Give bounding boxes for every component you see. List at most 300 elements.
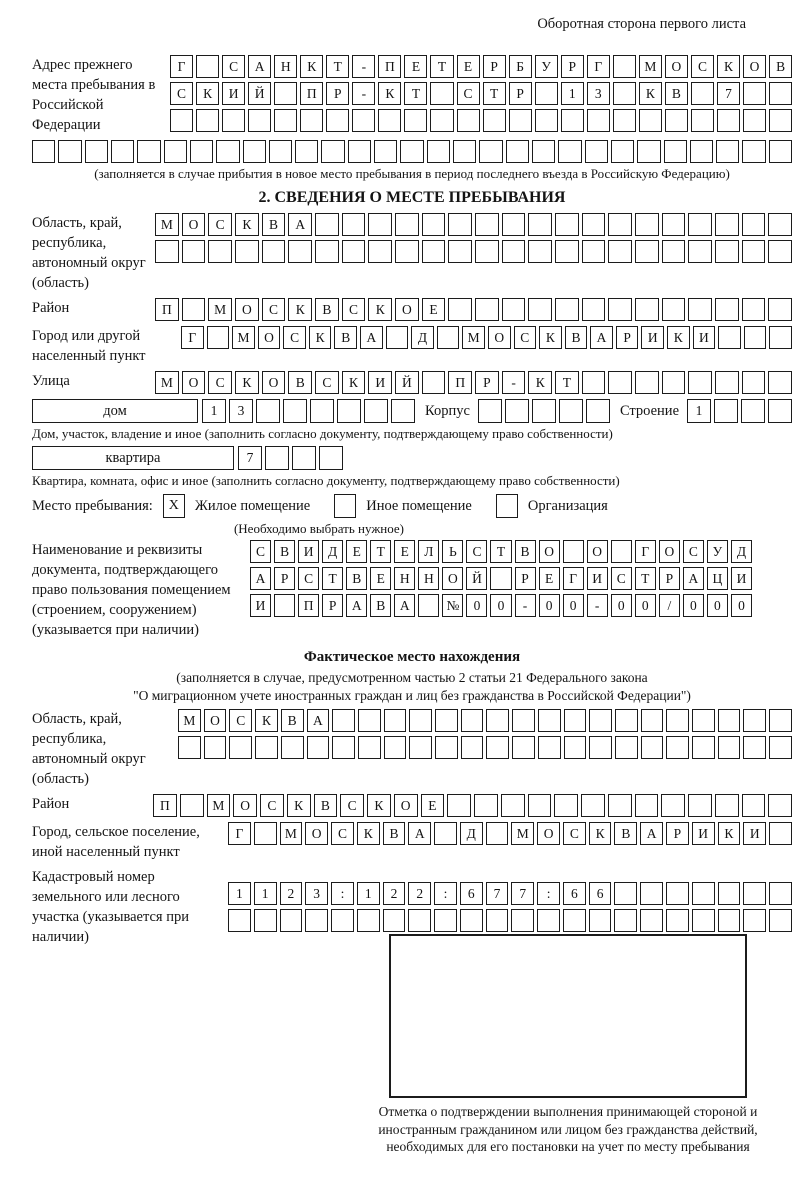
char-cell[interactable]: О xyxy=(394,794,418,817)
char-cell[interactable] xyxy=(461,709,484,732)
char-cell[interactable] xyxy=(321,140,344,163)
char-cell[interactable] xyxy=(368,213,392,236)
char-cell[interactable]: 0 xyxy=(490,594,511,617)
char-cell[interactable]: В xyxy=(370,594,391,617)
char-cell[interactable]: К xyxy=(378,82,401,105)
char-cell[interactable]: И xyxy=(743,822,766,845)
char-cell[interactable] xyxy=(665,109,688,132)
char-cell[interactable]: Л xyxy=(418,540,439,563)
char-cell[interactable]: Р xyxy=(475,371,499,394)
char-cell[interactable] xyxy=(395,213,419,236)
char-cell[interactable]: Т xyxy=(370,540,391,563)
char-cell[interactable]: О xyxy=(258,326,281,349)
char-cell[interactable] xyxy=(374,140,397,163)
char-cell[interactable] xyxy=(409,709,432,732)
char-cell[interactable] xyxy=(614,909,637,932)
char-cell[interactable]: О xyxy=(488,326,511,349)
char-cell[interactable]: И xyxy=(731,567,752,590)
char-cell[interactable] xyxy=(274,109,297,132)
char-cell[interactable]: К xyxy=(528,371,552,394)
char-cell[interactable] xyxy=(448,298,472,321)
char-cell[interactable]: О xyxy=(537,822,560,845)
char-cell[interactable]: А xyxy=(408,822,431,845)
char-cell[interactable] xyxy=(742,794,766,817)
char-cell[interactable]: Т xyxy=(404,82,427,105)
char-cell[interactable]: М xyxy=(639,55,662,78)
char-cell[interactable]: Д xyxy=(411,326,434,349)
char-cell[interactable]: Р xyxy=(483,55,506,78)
char-cell[interactable] xyxy=(688,371,712,394)
char-cell[interactable] xyxy=(528,298,552,321)
char-cell[interactable] xyxy=(769,326,792,349)
char-cell[interactable]: Н xyxy=(394,567,415,590)
char-cell[interactable]: - xyxy=(502,371,526,394)
char-cell[interactable]: С xyxy=(563,822,586,845)
char-cell[interactable] xyxy=(692,882,715,905)
char-cell[interactable] xyxy=(608,371,632,394)
char-cell[interactable] xyxy=(180,794,204,817)
char-cell[interactable] xyxy=(691,109,714,132)
char-cell[interactable] xyxy=(532,399,556,423)
char-cell[interactable] xyxy=(326,109,349,132)
char-cell[interactable] xyxy=(475,298,499,321)
char-cell[interactable] xyxy=(768,240,792,263)
char-cell[interactable]: О xyxy=(587,540,608,563)
char-cell[interactable] xyxy=(358,736,381,759)
char-cell[interactable] xyxy=(256,399,280,423)
char-cell[interactable] xyxy=(585,140,608,163)
char-cell[interactable] xyxy=(538,736,561,759)
char-cell[interactable] xyxy=(111,140,134,163)
char-cell[interactable]: С xyxy=(315,371,339,394)
char-cell[interactable]: 7 xyxy=(486,882,509,905)
char-cell[interactable] xyxy=(178,736,201,759)
char-cell[interactable] xyxy=(182,240,206,263)
char-cell[interactable] xyxy=(502,298,526,321)
char-cell[interactable]: 3 xyxy=(587,82,610,105)
char-cell[interactable]: В xyxy=(334,326,357,349)
char-cell[interactable] xyxy=(501,794,525,817)
char-cell[interactable]: Т xyxy=(635,567,656,590)
char-cell[interactable] xyxy=(608,794,632,817)
char-cell[interactable] xyxy=(457,109,480,132)
char-cell[interactable] xyxy=(581,794,605,817)
char-cell[interactable] xyxy=(613,55,636,78)
char-cell[interactable] xyxy=(430,82,453,105)
char-cell[interactable]: О xyxy=(743,55,766,78)
char-cell[interactable] xyxy=(589,709,612,732)
char-cell[interactable]: - xyxy=(352,82,375,105)
char-cell[interactable] xyxy=(741,399,765,423)
char-cell[interactable]: О xyxy=(262,371,286,394)
char-cell[interactable] xyxy=(692,736,715,759)
char-cell[interactable]: 2 xyxy=(280,882,303,905)
char-cell[interactable]: С xyxy=(222,55,245,78)
char-cell[interactable] xyxy=(662,371,686,394)
char-cell[interactable] xyxy=(332,736,355,759)
char-cell[interactable]: А xyxy=(360,326,383,349)
char-cell[interactable]: 1 xyxy=(357,882,380,905)
char-cell[interactable] xyxy=(715,371,739,394)
char-cell[interactable]: Н xyxy=(418,567,439,590)
char-cell[interactable] xyxy=(589,909,612,932)
char-cell[interactable] xyxy=(614,882,637,905)
char-cell[interactable] xyxy=(769,109,792,132)
char-cell[interactable]: М xyxy=(462,326,485,349)
char-cell[interactable] xyxy=(690,140,713,163)
char-cell[interactable]: Т xyxy=(322,567,343,590)
char-cell[interactable] xyxy=(391,399,415,423)
char-cell[interactable]: О xyxy=(665,55,688,78)
char-cell[interactable]: А xyxy=(248,55,271,78)
char-cell[interactable]: У xyxy=(707,540,728,563)
char-cell[interactable] xyxy=(664,140,687,163)
char-cell[interactable] xyxy=(164,140,187,163)
char-cell[interactable] xyxy=(615,736,638,759)
char-cell[interactable] xyxy=(715,298,739,321)
char-cell[interactable] xyxy=(283,399,307,423)
char-cell[interactable]: М xyxy=(232,326,255,349)
char-cell[interactable] xyxy=(688,213,712,236)
char-cell[interactable] xyxy=(478,399,502,423)
char-cell[interactable]: А xyxy=(307,709,330,732)
char-cell[interactable] xyxy=(229,736,252,759)
char-cell[interactable]: П xyxy=(298,594,319,617)
char-cell[interactable] xyxy=(483,109,506,132)
char-cell[interactable] xyxy=(207,326,230,349)
char-cell[interactable]: К xyxy=(357,822,380,845)
char-cell[interactable]: 0 xyxy=(539,594,560,617)
char-cell[interactable] xyxy=(400,140,423,163)
char-cell[interactable]: Е xyxy=(457,55,480,78)
char-cell[interactable] xyxy=(502,240,526,263)
char-cell[interactable]: Г xyxy=(181,326,204,349)
char-cell[interactable] xyxy=(635,794,659,817)
char-cell[interactable] xyxy=(742,240,766,263)
char-cell[interactable] xyxy=(608,213,632,236)
char-cell[interactable]: В xyxy=(769,55,792,78)
char-cell[interactable] xyxy=(635,213,659,236)
char-cell[interactable]: Т xyxy=(490,540,511,563)
char-cell[interactable]: С xyxy=(611,567,632,590)
char-cell[interactable] xyxy=(427,140,450,163)
char-cell[interactable] xyxy=(170,109,193,132)
char-cell[interactable]: Р xyxy=(274,567,295,590)
char-cell[interactable] xyxy=(486,709,509,732)
char-cell[interactable] xyxy=(639,109,662,132)
char-cell[interactable] xyxy=(358,709,381,732)
char-cell[interactable]: 0 xyxy=(707,594,728,617)
char-cell[interactable] xyxy=(196,55,219,78)
char-cell[interactable] xyxy=(743,109,766,132)
char-cell[interactable]: О xyxy=(233,794,257,817)
char-cell[interactable] xyxy=(742,371,766,394)
char-cell[interactable] xyxy=(744,326,767,349)
char-cell[interactable]: А xyxy=(394,594,415,617)
char-cell[interactable] xyxy=(288,240,312,263)
char-cell[interactable]: 3 xyxy=(229,399,253,423)
char-cell[interactable]: К xyxy=(235,213,259,236)
char-cell[interactable] xyxy=(395,240,419,263)
char-cell[interactable] xyxy=(502,213,526,236)
char-cell[interactable]: Й xyxy=(466,567,487,590)
char-cell[interactable] xyxy=(637,140,660,163)
char-cell[interactable]: С xyxy=(229,709,252,732)
char-cell[interactable] xyxy=(352,109,375,132)
char-cell[interactable]: К xyxy=(300,55,323,78)
char-cell[interactable]: В xyxy=(281,709,304,732)
char-cell[interactable]: Е xyxy=(346,540,367,563)
char-cell[interactable] xyxy=(196,109,219,132)
char-cell[interactable]: Й xyxy=(395,371,419,394)
char-cell[interactable] xyxy=(248,109,271,132)
char-cell[interactable]: О xyxy=(539,540,560,563)
char-cell[interactable]: О xyxy=(235,298,259,321)
char-cell[interactable] xyxy=(718,736,741,759)
char-cell[interactable] xyxy=(769,140,792,163)
char-cell[interactable]: И xyxy=(222,82,245,105)
char-cell[interactable]: 3 xyxy=(305,882,328,905)
char-cell[interactable]: Р xyxy=(616,326,639,349)
char-cell[interactable] xyxy=(137,140,160,163)
char-cell[interactable] xyxy=(589,736,612,759)
char-cell[interactable] xyxy=(587,109,610,132)
char-cell[interactable]: С xyxy=(283,326,306,349)
char-cell[interactable] xyxy=(582,371,606,394)
char-cell[interactable]: С xyxy=(331,822,354,845)
char-cell[interactable]: И xyxy=(693,326,716,349)
char-cell[interactable] xyxy=(742,298,766,321)
char-cell[interactable] xyxy=(348,140,371,163)
char-cell[interactable]: К xyxy=(589,822,612,845)
char-cell[interactable] xyxy=(418,594,439,617)
char-cell[interactable]: У xyxy=(535,55,558,78)
char-cell[interactable] xyxy=(769,882,792,905)
char-cell[interactable]: Г xyxy=(635,540,656,563)
char-cell[interactable]: О xyxy=(305,822,328,845)
char-cell[interactable] xyxy=(688,794,712,817)
char-cell[interactable] xyxy=(586,399,610,423)
char-cell[interactable] xyxy=(422,371,446,394)
char-cell[interactable]: А xyxy=(346,594,367,617)
char-cell[interactable] xyxy=(435,736,458,759)
char-cell[interactable]: А xyxy=(640,822,663,845)
char-cell[interactable]: М xyxy=(280,822,303,845)
char-cell[interactable]: К xyxy=(235,371,259,394)
other-premises-checkbox[interactable] xyxy=(334,494,356,518)
char-cell[interactable]: С xyxy=(514,326,537,349)
char-cell[interactable] xyxy=(280,909,303,932)
char-cell[interactable]: В xyxy=(262,213,286,236)
char-cell[interactable] xyxy=(262,240,286,263)
char-cell[interactable]: А xyxy=(250,567,271,590)
char-cell[interactable]: П xyxy=(378,55,401,78)
char-cell[interactable] xyxy=(383,909,406,932)
char-cell[interactable] xyxy=(743,82,766,105)
char-cell[interactable]: К xyxy=(367,794,391,817)
char-cell[interactable]: М xyxy=(155,371,179,394)
char-cell[interactable]: Р xyxy=(561,55,584,78)
char-cell[interactable]: М xyxy=(207,794,231,817)
char-cell[interactable]: К xyxy=(287,794,311,817)
char-cell[interactable]: О xyxy=(182,371,206,394)
char-cell[interactable] xyxy=(555,213,579,236)
char-cell[interactable] xyxy=(434,822,457,845)
char-cell[interactable]: К xyxy=(368,298,392,321)
char-cell[interactable]: Т xyxy=(555,371,579,394)
char-cell[interactable]: В xyxy=(346,567,367,590)
char-cell[interactable] xyxy=(768,298,792,321)
char-cell[interactable] xyxy=(315,240,339,263)
char-cell[interactable]: 0 xyxy=(731,594,752,617)
char-cell[interactable] xyxy=(222,109,245,132)
char-cell[interactable]: К xyxy=(196,82,219,105)
char-cell[interactable] xyxy=(409,736,432,759)
char-cell[interactable]: О xyxy=(395,298,419,321)
char-cell[interactable] xyxy=(331,909,354,932)
char-cell[interactable]: Д xyxy=(731,540,752,563)
char-cell[interactable]: И xyxy=(587,567,608,590)
char-cell[interactable] xyxy=(563,540,584,563)
char-cell[interactable] xyxy=(422,213,446,236)
char-cell[interactable] xyxy=(716,140,739,163)
char-cell[interactable] xyxy=(208,240,232,263)
char-cell[interactable] xyxy=(538,709,561,732)
char-cell[interactable]: С xyxy=(208,371,232,394)
char-cell[interactable]: 6 xyxy=(589,882,612,905)
char-cell[interactable] xyxy=(666,709,689,732)
char-cell[interactable]: П xyxy=(448,371,472,394)
char-cell[interactable]: № xyxy=(442,594,463,617)
char-cell[interactable] xyxy=(408,909,431,932)
char-cell[interactable] xyxy=(357,909,380,932)
char-cell[interactable]: Ц xyxy=(707,567,728,590)
char-cell[interactable]: 1 xyxy=(202,399,226,423)
char-cell[interactable] xyxy=(447,794,471,817)
char-cell[interactable] xyxy=(692,709,715,732)
char-cell[interactable]: В xyxy=(515,540,536,563)
char-cell[interactable] xyxy=(448,213,472,236)
char-cell[interactable]: 7 xyxy=(238,446,262,470)
char-cell[interactable] xyxy=(718,709,741,732)
char-cell[interactable] xyxy=(582,298,606,321)
char-cell[interactable]: 6 xyxy=(563,882,586,905)
char-cell[interactable]: Г xyxy=(563,567,584,590)
char-cell[interactable]: В xyxy=(665,82,688,105)
residential-checkbox[interactable]: X xyxy=(163,494,185,518)
char-cell[interactable]: Р xyxy=(509,82,532,105)
char-cell[interactable] xyxy=(204,736,227,759)
char-cell[interactable]: 1 xyxy=(228,882,251,905)
char-cell[interactable] xyxy=(561,109,584,132)
char-cell[interactable]: : xyxy=(434,882,457,905)
char-cell[interactable] xyxy=(537,909,560,932)
char-cell[interactable] xyxy=(292,446,316,470)
char-cell[interactable] xyxy=(254,822,277,845)
char-cell[interactable] xyxy=(769,736,792,759)
char-cell[interactable] xyxy=(274,82,297,105)
char-cell[interactable]: В xyxy=(315,298,339,321)
char-cell[interactable]: О xyxy=(204,709,227,732)
char-cell[interactable] xyxy=(342,213,366,236)
char-cell[interactable] xyxy=(448,240,472,263)
char-cell[interactable] xyxy=(661,794,685,817)
char-cell[interactable]: П xyxy=(153,794,177,817)
char-cell[interactable] xyxy=(743,709,766,732)
char-cell[interactable] xyxy=(342,240,366,263)
char-cell[interactable]: А xyxy=(590,326,613,349)
char-cell[interactable]: О xyxy=(182,213,206,236)
char-cell[interactable] xyxy=(155,240,179,263)
char-cell[interactable]: И xyxy=(641,326,664,349)
char-cell[interactable]: Е xyxy=(539,567,560,590)
char-cell[interactable]: 0 xyxy=(635,594,656,617)
char-cell[interactable] xyxy=(437,326,460,349)
char-cell[interactable]: Р xyxy=(326,82,349,105)
char-cell[interactable]: Е xyxy=(404,55,427,78)
char-cell[interactable] xyxy=(528,240,552,263)
char-cell[interactable] xyxy=(555,240,579,263)
char-cell[interactable] xyxy=(305,909,328,932)
char-cell[interactable] xyxy=(281,736,304,759)
char-cell[interactable] xyxy=(768,794,792,817)
char-cell[interactable]: Т xyxy=(326,55,349,78)
char-cell[interactable] xyxy=(85,140,108,163)
char-cell[interactable]: С xyxy=(691,55,714,78)
char-cell[interactable]: 2 xyxy=(408,882,431,905)
char-cell[interactable] xyxy=(310,399,334,423)
char-cell[interactable] xyxy=(512,709,535,732)
char-cell[interactable]: М xyxy=(155,213,179,236)
char-cell[interactable]: 1 xyxy=(254,882,277,905)
char-cell[interactable] xyxy=(243,140,266,163)
char-cell[interactable] xyxy=(692,909,715,932)
char-cell[interactable] xyxy=(768,371,792,394)
char-cell[interactable] xyxy=(554,794,578,817)
char-cell[interactable] xyxy=(300,109,323,132)
char-cell[interactable] xyxy=(490,567,511,590)
char-cell[interactable] xyxy=(528,213,552,236)
char-cell[interactable] xyxy=(688,240,712,263)
char-cell[interactable] xyxy=(486,909,509,932)
char-cell[interactable] xyxy=(582,240,606,263)
char-cell[interactable] xyxy=(475,213,499,236)
char-cell[interactable] xyxy=(715,240,739,263)
char-cell[interactable] xyxy=(742,213,766,236)
char-cell[interactable]: В xyxy=(288,371,312,394)
char-cell[interactable]: - xyxy=(515,594,536,617)
char-cell[interactable] xyxy=(58,140,81,163)
char-cell[interactable] xyxy=(512,736,535,759)
char-cell[interactable]: П xyxy=(155,298,179,321)
char-cell[interactable]: 0 xyxy=(611,594,632,617)
char-cell[interactable] xyxy=(265,446,289,470)
char-cell[interactable]: О xyxy=(659,540,680,563)
char-cell[interactable]: 7 xyxy=(717,82,740,105)
char-cell[interactable] xyxy=(769,709,792,732)
char-cell[interactable] xyxy=(615,709,638,732)
char-cell[interactable]: Е xyxy=(370,567,391,590)
char-cell[interactable]: Е xyxy=(421,794,445,817)
char-cell[interactable] xyxy=(662,298,686,321)
char-cell[interactable] xyxy=(608,298,632,321)
char-cell[interactable] xyxy=(582,213,606,236)
char-cell[interactable] xyxy=(768,213,792,236)
organization-checkbox[interactable] xyxy=(496,494,518,518)
char-cell[interactable]: 0 xyxy=(466,594,487,617)
char-cell[interactable] xyxy=(378,109,401,132)
char-cell[interactable]: Н xyxy=(274,55,297,78)
